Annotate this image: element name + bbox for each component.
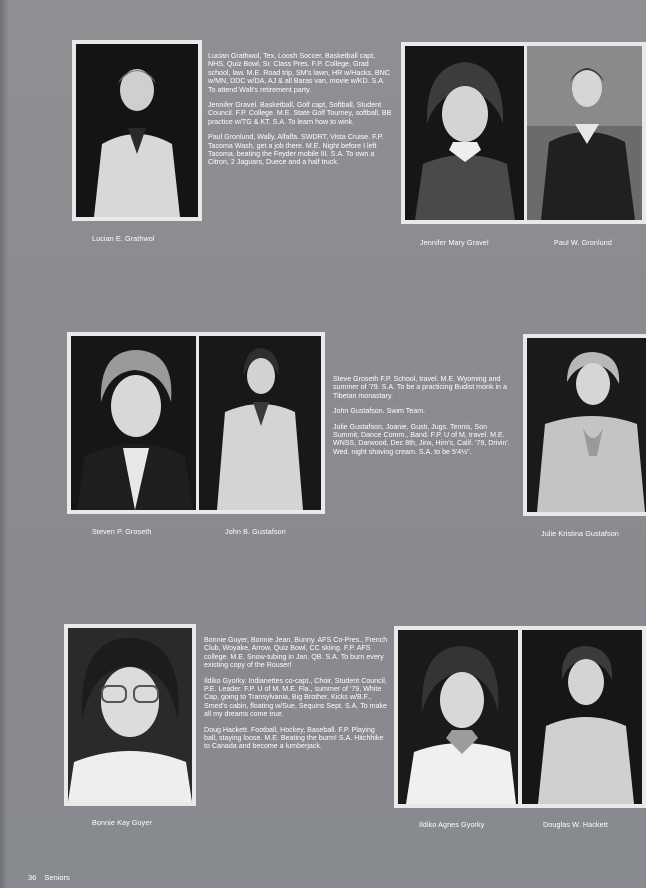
- portrait-caption: Julie Kristina Gustafson: [541, 529, 619, 538]
- portrait-photo-gustafson-john: [199, 336, 321, 510]
- page-binding-edge: [0, 0, 8, 888]
- bio-text-block: [208, 52, 392, 174]
- bio-paragraph: Julie Gustafson, Joanie, Gusti, Jugs. Tennis, Son Summit, Dance Comm., Band. F.P. U of M, travel. M.E. WNSS, Darwood, Dec 8th, Jinx, Him's, Calif. '79, Drivin'. Wed. night shaving cream. S.A. to be 5'4½".: [333, 422, 510, 456]
- bio-paragraph: Bonnie Guyer, Bonnie Jean, Bunny. AFS Co-Pres., French Club, Woyake, Arrow, Quiz Bowl, CC skiing. F.P. AFS college. M.E. Snow-tubing in Jan. QB. S.A. To burn every existing copy of the Rouser!: [204, 636, 388, 670]
- section-name: Seniors: [44, 873, 70, 882]
- bio-paragraph: Lucian Grathwol, Tex, Loosh Soccer, Basketball capt, NHS, Quiz Bowl, Sr. Class Pres. F.P. College, Grad school, law. M.E. Road trip, SM's lawn, HR w/Hacks, BNC w/MN, DDC w/DA, AJ & all Baras van, movie w/KD. S.A. To attend Walt's retirement party.: [208, 52, 390, 94]
- portrait-photo-gyorky: [398, 630, 518, 804]
- bio-text-block: [204, 636, 388, 758]
- bio-paragraph: Jennifer Gravel. Basketball, Golf capt, Softball, Student Council. F.P. College. M.E. State Golf Tourney, softball, BB practice w/TG & KT. S.A. To learn how to wink.: [208, 101, 392, 126]
- bio-text-block: [333, 375, 515, 463]
- portrait-photo-groseth: [71, 336, 196, 510]
- bio-paragraph: Doug Hackett. Football, Hockey, Baseball. F.P. Playing ball, staying loose. M.E. Beating the burm! S.A. Hitchhike to Canada and become a lumberjack.: [204, 725, 384, 751]
- bio-paragraph: Paul Gronlund, Wally, Alfalfa. SWDRT, Vista Cruise. F.P. Tacoma Wash, get a job there. M.E. Night before I left Tacoma, beating the Feyder mobile III. S.A. To own a Citron, 2 Jaguars, Duece and a half truck.: [208, 133, 384, 167]
- portrait-photo-grathwol: [76, 44, 198, 217]
- portrait-caption: Jennifer Mary Gravel: [420, 238, 489, 247]
- portrait-caption: Steven P. Groseth: [92, 527, 152, 536]
- portrait-caption: Bonnie Kay Guyer: [92, 818, 152, 827]
- portrait-photo-gustafson-julie: [527, 338, 646, 512]
- portrait-photo-guyer: [68, 628, 192, 802]
- bio-paragraph: John Gustafson. Swim Team.: [333, 407, 426, 416]
- portrait-photo-gronlund: [527, 46, 642, 220]
- portrait-caption: Lucian E. Grathwol: [92, 234, 155, 243]
- portrait-caption: John B. Gustafson: [225, 527, 286, 536]
- portrait-photo-hackett: [522, 630, 642, 804]
- portrait-photo-gravel: [405, 46, 524, 220]
- bio-paragraph: Steve Groseth F.P. School, travel. M.E. Wyoming and summer of '79. S.A. To be a practicing Budist monk in a Tibetan monastary.: [333, 375, 507, 400]
- portrait-caption: Paul W. Gronlund: [554, 238, 612, 247]
- page-number: 36: [28, 873, 37, 882]
- bio-paragraph: Ildiko Gyorky. Indianettes co-capt., Choir, Student Council, P.E. Leader. F.P. U of M. M.E. Fla., summer of '79, White Cap, going to Transylvania, Big Brother, Kicks w/B.F., Smed's cabin, floating w/Sue, Sequins Sept. S.A. To make all my dreams come true.: [204, 676, 388, 719]
- page-folio: [28, 873, 78, 882]
- portrait-caption: Ildiko Agnes Gyorky: [419, 820, 485, 829]
- portrait-caption: Douglas W. Hackett: [543, 820, 608, 829]
